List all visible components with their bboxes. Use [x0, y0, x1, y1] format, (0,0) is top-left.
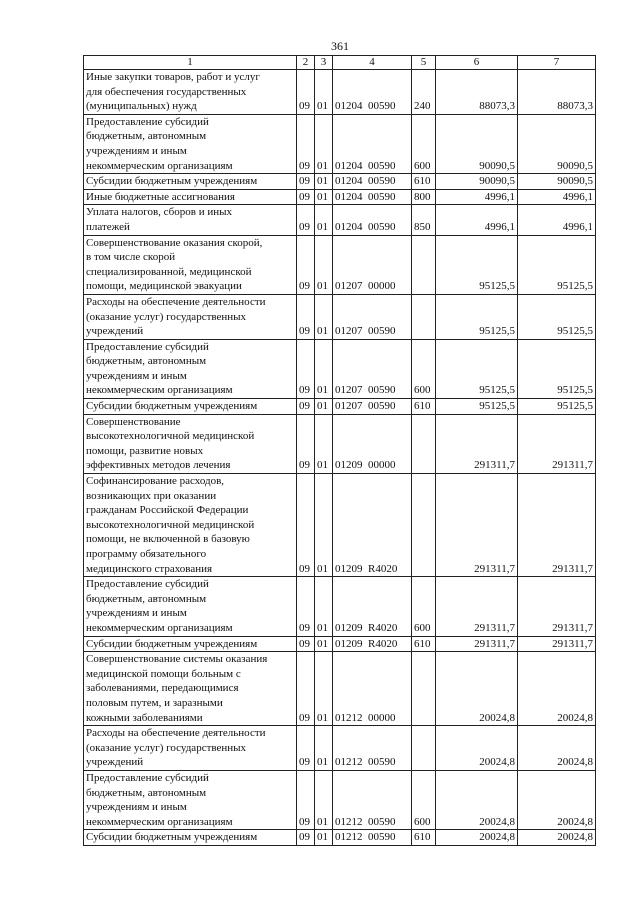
amount-cell: 95125,5: [436, 235, 518, 294]
section-code-cell: 09: [297, 726, 315, 771]
expense-type-cell: 800: [412, 189, 436, 205]
expense-type-cell: 610: [412, 174, 436, 190]
amount-cell: 291311,7: [518, 474, 596, 577]
subsection-code-cell: 01: [315, 770, 333, 829]
section-code-cell: 09: [297, 114, 315, 173]
expense-type-cell: 610: [412, 636, 436, 652]
budget-table: [83, 55, 596, 846]
amount-cell: 4996,1: [436, 189, 518, 205]
table-row: [84, 474, 596, 577]
subsection-code-cell: 01: [315, 399, 333, 415]
section-code-cell: 09: [297, 414, 315, 473]
amount-cell: 95125,5: [436, 399, 518, 415]
table-row: [84, 205, 596, 235]
amount-cell: 95125,5: [436, 339, 518, 398]
header-cell: 7: [518, 56, 596, 70]
subsection-code-cell: 01: [315, 414, 333, 473]
row-name-cell: Субсидии бюджетным учреждениям: [84, 399, 297, 415]
expense-type-cell: [412, 474, 436, 577]
subsection-code-cell: 01: [315, 339, 333, 398]
table-row: [84, 726, 596, 771]
expense-type-cell: 240: [412, 70, 436, 115]
amount-cell: 20024,8: [436, 726, 518, 771]
table-row: [84, 339, 596, 398]
section-code-cell: 09: [297, 636, 315, 652]
amount-cell: 95125,5: [518, 339, 596, 398]
target-article-cell: 01204 00590: [333, 174, 412, 190]
table-row: [84, 70, 596, 115]
amount-cell: 20024,8: [436, 652, 518, 726]
expense-type-cell: [412, 294, 436, 339]
row-name-cell: Совершенствование высокотехнологичной медицинской помощи, развитие новых эффективных методов лечения: [84, 414, 297, 473]
target-article-cell: 01212 00590: [333, 770, 412, 829]
section-code-cell: 09: [297, 652, 315, 726]
row-name-cell: Софинансирование расходов, возникающих при оказании гражданам Российской Федерации высокотехнологичной медицинской помощи, не включенной в базовую программу обязательного медицинского страхования: [84, 474, 297, 577]
header-cell: 2: [297, 56, 315, 70]
amount-cell: 4996,1: [518, 205, 596, 235]
header-row: [84, 56, 596, 70]
target-article-cell: 01207 00590: [333, 339, 412, 398]
target-article-cell: 01207 00590: [333, 399, 412, 415]
subsection-code-cell: 01: [315, 636, 333, 652]
row-name-cell: Субсидии бюджетным учреждениям: [84, 174, 297, 190]
row-name-cell: Предоставление субсидий бюджетным, автономным учреждениям и иным некоммерческим организациям: [84, 114, 297, 173]
table-row: [84, 652, 596, 726]
expense-type-cell: [412, 414, 436, 473]
expense-type-cell: [412, 726, 436, 771]
amount-cell: 95125,5: [518, 294, 596, 339]
subsection-code-cell: 01: [315, 70, 333, 115]
target-article-cell: 01212 00000: [333, 652, 412, 726]
expense-type-cell: 600: [412, 114, 436, 173]
amount-cell: 20024,8: [518, 770, 596, 829]
section-code-cell: 09: [297, 205, 315, 235]
section-code-cell: 09: [297, 830, 315, 846]
subsection-code-cell: 01: [315, 189, 333, 205]
row-name-cell: Совершенствование оказания скорой, в том числе скорой специализированной, медицинской помощи, медицинской эвакуации: [84, 235, 297, 294]
amount-cell: 291311,7: [436, 414, 518, 473]
amount-cell: 291311,7: [518, 636, 596, 652]
header-cell: 3: [315, 56, 333, 70]
row-name-cell: Иные закупки товаров, работ и услуг для обеспечения государственных (муниципальных) нужд: [84, 70, 297, 115]
section-code-cell: 09: [297, 189, 315, 205]
table-row: [84, 414, 596, 473]
subsection-code-cell: 01: [315, 114, 333, 173]
expense-type-cell: 610: [412, 399, 436, 415]
subsection-code-cell: 01: [315, 474, 333, 577]
amount-cell: 95125,5: [518, 399, 596, 415]
subsection-code-cell: 01: [315, 174, 333, 190]
section-code-cell: 09: [297, 770, 315, 829]
amount-cell: 20024,8: [436, 830, 518, 846]
subsection-code-cell: 01: [315, 235, 333, 294]
row-name-cell: Расходы на обеспечение деятельности (оказание услуг) государственных учреждений: [84, 726, 297, 771]
table-row: [84, 189, 596, 205]
row-name-cell: Расходы на обеспечение деятельности (оказание услуг) государственных учреждений: [84, 294, 297, 339]
amount-cell: 20024,8: [518, 830, 596, 846]
target-article-cell: 01207 00590: [333, 294, 412, 339]
section-code-cell: 09: [297, 294, 315, 339]
amount-cell: 88073,3: [436, 70, 518, 115]
subsection-code-cell: 01: [315, 652, 333, 726]
row-name-cell: Иные бюджетные ассигнования: [84, 189, 297, 205]
amount-cell: 95125,5: [518, 235, 596, 294]
subsection-code-cell: 01: [315, 205, 333, 235]
amount-cell: 291311,7: [436, 474, 518, 577]
target-article-cell: 01204 00590: [333, 114, 412, 173]
target-article-cell: 01204 00590: [333, 70, 412, 115]
amount-cell: 4996,1: [436, 205, 518, 235]
expense-type-cell: [412, 235, 436, 294]
subsection-code-cell: 01: [315, 830, 333, 846]
table-row: [84, 770, 596, 829]
table-row: [84, 235, 596, 294]
section-code-cell: 09: [297, 70, 315, 115]
row-name-cell: Предоставление субсидий бюджетным, автономным учреждениям и иным некоммерческим организациям: [84, 577, 297, 636]
target-article-cell: 01209 00000: [333, 414, 412, 473]
row-name-cell: Уплата налогов, сборов и иных платежей: [84, 205, 297, 235]
subsection-code-cell: 01: [315, 726, 333, 771]
target-article-cell: 01204 00590: [333, 189, 412, 205]
expense-type-cell: 850: [412, 205, 436, 235]
target-article-cell: 01212 00590: [333, 830, 412, 846]
amount-cell: 90090,5: [436, 114, 518, 173]
row-name-cell: Предоставление субсидий бюджетным, автономным учреждениям и иным некоммерческим организациям: [84, 339, 297, 398]
amount-cell: 291311,7: [436, 577, 518, 636]
amount-cell: 90090,5: [518, 114, 596, 173]
expense-type-cell: 600: [412, 577, 436, 636]
section-code-cell: 09: [297, 339, 315, 398]
table-row: [84, 114, 596, 173]
amount-cell: 291311,7: [436, 636, 518, 652]
header-cell: 6: [436, 56, 518, 70]
amount-cell: 90090,5: [518, 174, 596, 190]
target-article-cell: 01209 R4020: [333, 577, 412, 636]
header-cell: 4: [333, 56, 412, 70]
expense-type-cell: 600: [412, 339, 436, 398]
section-code-cell: 09: [297, 474, 315, 577]
table-row: [84, 577, 596, 636]
expense-type-cell: 610: [412, 830, 436, 846]
target-article-cell: 01209 R4020: [333, 474, 412, 577]
amount-cell: 90090,5: [436, 174, 518, 190]
amount-cell: 20024,8: [518, 652, 596, 726]
table-row: [84, 399, 596, 415]
row-name-cell: Субсидии бюджетным учреждениям: [84, 636, 297, 652]
amount-cell: 4996,1: [518, 189, 596, 205]
amount-cell: 20024,8: [518, 726, 596, 771]
expense-type-cell: [412, 652, 436, 726]
subsection-code-cell: 01: [315, 577, 333, 636]
amount-cell: 88073,3: [518, 70, 596, 115]
expense-type-cell: 600: [412, 770, 436, 829]
section-code-cell: 09: [297, 235, 315, 294]
table-row: [84, 636, 596, 652]
amount-cell: 95125,5: [436, 294, 518, 339]
section-code-cell: 09: [297, 577, 315, 636]
section-code-cell: 09: [297, 399, 315, 415]
target-article-cell: 01207 00000: [333, 235, 412, 294]
row-name-cell: Субсидии бюджетным учреждениям: [84, 830, 297, 846]
row-name-cell: Совершенствование системы оказания медицинской помощи больным с заболеваниями, передающимися половым путем, и заразными кожными заболеваниями: [84, 652, 297, 726]
header-cell: 1: [84, 56, 297, 70]
row-name-cell: Предоставление субсидий бюджетным, автономным учреждениям и иным некоммерческим организациям: [84, 770, 297, 829]
amount-cell: 20024,8: [436, 770, 518, 829]
amount-cell: 291311,7: [518, 414, 596, 473]
amount-cell: 291311,7: [518, 577, 596, 636]
target-article-cell: 01204 00590: [333, 205, 412, 235]
target-article-cell: 01212 00590: [333, 726, 412, 771]
table-row: [84, 830, 596, 846]
section-code-cell: 09: [297, 174, 315, 190]
page-number: 361: [331, 39, 349, 53]
subsection-code-cell: 01: [315, 294, 333, 339]
table-row: [84, 174, 596, 190]
target-article-cell: 01209 R4020: [333, 636, 412, 652]
table-row: [84, 294, 596, 339]
header-cell: 5: [412, 56, 436, 70]
